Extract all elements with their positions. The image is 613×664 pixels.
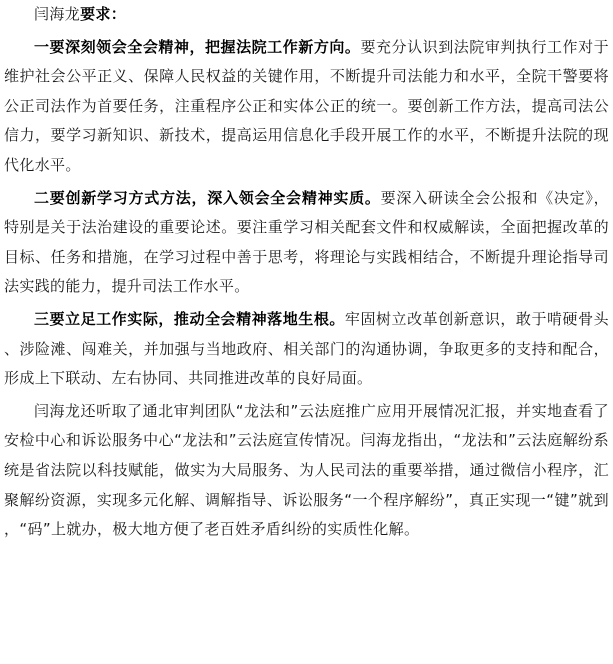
speaker-name: 闫海龙 — [34, 5, 81, 23]
paragraph-heading: 三要立足工作实际，推动全会精神落地生根。 — [34, 309, 345, 328]
paragraph-text: 要充分认识到法院审判执行工作对于维护社会公平正义、保障人民权益的关键作用，不断提升司法能力和水平，全院干警要将公正司法作为首要任务，注重程序公正和实体公正的统一。要创新工作方法，提高司法公信力，要学习新知识、新技术，提高运用信息化手段开展工作的水平，不断提升法院的现代化水平。 — [4, 37, 609, 174]
paragraph-requirement-2 — [4, 184, 609, 302]
intro-line — [4, 0, 609, 30]
paragraph-text: 要深入研读全会公报和《决定》，特别是关于法治建设的重要论述。要注重学习相关配套文件和权威解读，全面把握改革的目标、任务和措施，在学习过程中善于思考，将理论与实践相结合，不断提升理论指导司法实践的能力，提升司法工作水平。 — [4, 188, 609, 296]
paragraph-heading: 一要深刻领会全会精神，把握法院工作新方向。 — [34, 37, 361, 56]
paragraph-text: 闫海龙还听取了通北审判团队“龙法和”云法庭推广应用开展情况汇报，并实地查看了安检中心和诉讼服务中心“龙法和”云法庭宣传情况。闫海龙指出，“龙法和”云法庭解纷系统是省法院以科技赋能，做实为大局服务、为人民司法的重要举措，通过微信小程序，汇聚解纷资源，实现多元化解、调解指导、诉讼服务“一个程序解纷”，真正实现一“键”就到，“码”上就办，极大地方便了老百姓矛盾纠纷的实质性化解。 — [4, 401, 609, 539]
paragraph-requirement-3 — [4, 305, 609, 394]
paragraph-cloud-court — [4, 397, 609, 545]
paragraph-requirement-1 — [4, 33, 609, 181]
requirements-label: 要求： — [80, 5, 127, 23]
article-body — [4, 0, 609, 545]
paragraph-text: 牢固树立改革创新意识，敢于啃硬骨头、涉险滩、闯难关，并加强与当地政府、相关部门的沟通协调，争取更多的支持和配合，形成上下联动、左右协同、共同推进改革的良好局面。 — [4, 309, 609, 388]
paragraph-heading: 二要创新学习方式方法，深入领会全会精神实质。 — [34, 188, 381, 207]
